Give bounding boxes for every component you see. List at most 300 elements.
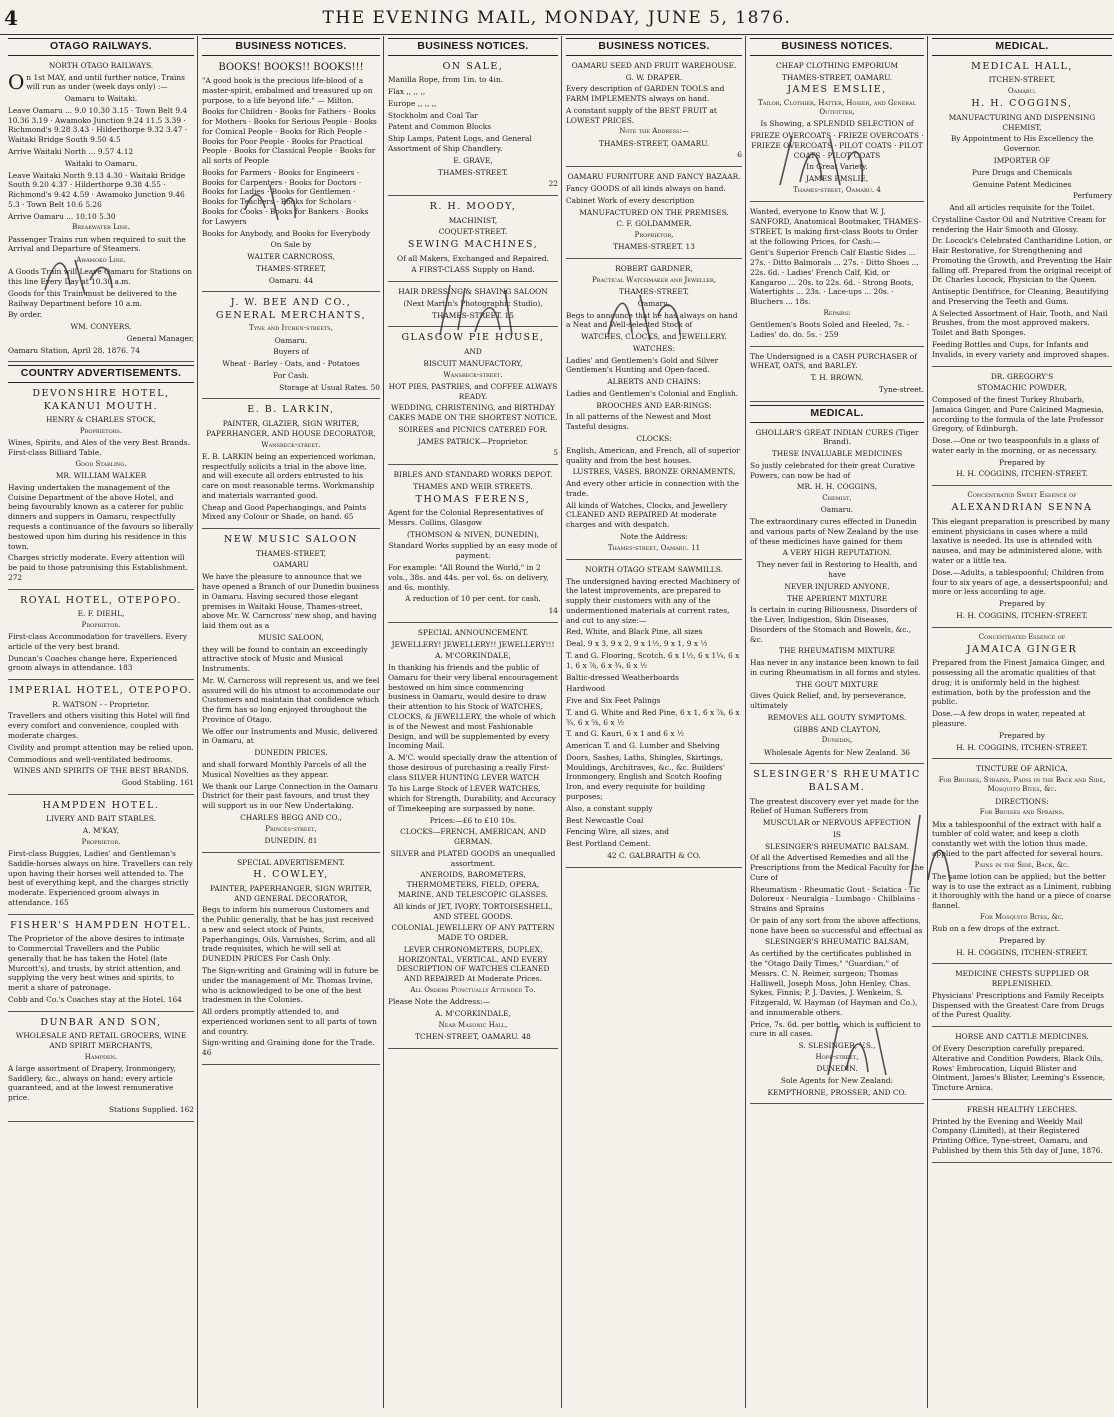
ad-text: Red, White, and Black Pine, all sizes <box>566 627 703 637</box>
ad-text: Gives Quick Relief, and, by perseverance, ultimately <box>750 691 907 711</box>
section-heading: OTAGO RAILWAYS. <box>8 38 194 56</box>
advertisement <box>566 170 742 259</box>
ad-text: Tyne-street. <box>878 384 924 394</box>
ad-text: Good Stabling. <box>75 459 127 468</box>
ad-text: Wines, Spirits, and Ales of the very Best Brands. First-class Billiard Table. <box>8 438 190 458</box>
ad-text: Thames-street, Oamaru. 11 <box>607 543 701 552</box>
ad-text: Good Stabling. 161 <box>121 778 194 788</box>
ad-text: THAMES-STREET, <box>255 548 327 558</box>
ad-text: Oamaru. 44 <box>268 275 314 285</box>
ad-text: On Sale by <box>270 240 312 250</box>
ad-text: T. H. BROWN, <box>810 373 864 383</box>
ad-text: COLONIAL JEWELLERY OF ANY PATTERN MADE TO ORDER. <box>391 923 555 943</box>
ad-text: American T. and G. Lumber and Shelving <box>566 741 720 751</box>
ad-text: Buyers of <box>273 347 309 357</box>
advertisement <box>8 683 194 795</box>
ad-text: Hardwood <box>566 684 606 694</box>
advertisement <box>566 563 742 868</box>
ad-text: THAMES-STREET, <box>255 263 327 273</box>
ad-text: First-class Accommodation for travellers. Every article of the very best brand. <box>8 632 187 651</box>
ad-text: Is Showing, a SPLENDID SELECTION of <box>760 119 914 129</box>
ad-text: Printed by the Evening and Weekly Mail Company (Limited), at their Registered Printing Office, Tyne-street, Oamaru, and Published by them this 5th day of June, 1876. <box>932 1116 1103 1155</box>
ad-text: LEVER CHRONOMETERS, DUPLEX, HORIZONTAL, VERTICAL, AND EVERY DESCRIPTION OF WATCHES CLEANED AND REPAIRED At Moderate Prices. <box>396 944 550 984</box>
ad-text: And all articles requisite for the Toilet. <box>949 203 1095 213</box>
ad-text: (Next Martin's Photographic Studio), <box>403 298 543 308</box>
ad-text: Proprietors. <box>79 427 123 436</box>
ad-text: IS <box>833 829 841 839</box>
ad-text: Duncan's Coaches change here. Experienced groom always in attendance. 183 <box>8 653 178 673</box>
section-heading: BUSINESS NOTICES. <box>566 38 742 56</box>
ad-text: Chemist, <box>822 494 852 503</box>
ad-text: Mix a tablespoonful of the extract with half a tumbler of cold water, and keep a cloth constantly wet with the lotion thus made, applied to the part affected for several hours. <box>932 819 1103 858</box>
ad-heading: NEW MUSIC SALOON <box>224 534 358 546</box>
ad-text: Price, 7s. 6d. per bottle, which is sufficient to cure in all cases. <box>750 1019 921 1039</box>
ad-text: MANUFACTURED ON THE PREMISES. <box>579 207 729 217</box>
ad-text: and shall forward Monthly Parcels of all the Musical Novelties as they appear. <box>202 759 367 779</box>
ad-text: Note the Address: <box>620 531 688 541</box>
ad-text: HOT PIES, PASTRIES, and COFFEE ALWAYS READY. <box>388 381 558 401</box>
advertisement <box>388 199 558 282</box>
ad-text: For Cash. <box>272 370 310 380</box>
ad-heading: BOOKS! BOOKS!! BOOKS!!! <box>218 61 364 73</box>
ad-text: Ladies' and Gentlemen's Gold and Silver Gentlemen's Hunting and Open-faced. <box>566 355 719 375</box>
ad-text: DUNEDIN PRICES. <box>254 748 328 758</box>
advertisement <box>750 767 924 1104</box>
ad-text: WATCHES, CLOCKS, and JEWELLERY. <box>581 332 727 342</box>
ad-text: BIBLES AND STANDARD WORKS DEPOT. <box>393 470 553 480</box>
advertisement <box>750 59 924 202</box>
column-rule <box>561 36 562 1408</box>
ad-text: DUNEDIN. <box>816 1064 858 1074</box>
ad-text: To his Large Stock of LEVER WATCHES, which for Strength, Durability, and Accuracy of Timekeeping are surpassed by none. <box>388 784 556 813</box>
ad-text: JAMES PATRICK—Proprietor. <box>417 436 529 446</box>
advertisement <box>932 59 1112 367</box>
ad-text: The greatest discovery ever yet made for the Relief of Human Sufferers from <box>750 796 919 816</box>
ad-text: T. and G. Kauri, 6 x 1 and 6 x ½ <box>566 729 685 739</box>
ad-text: LIVERY AND BAIT STABLES. <box>46 814 156 824</box>
advertisement <box>932 489 1112 627</box>
ad-text: Please Note the Address:— <box>388 997 490 1007</box>
ad-text: A. M'CORKINDALE, <box>435 651 511 661</box>
advertisement <box>388 285 558 327</box>
ad-text: Practical Watchmaker and Jeweller, <box>591 275 717 284</box>
ad-text: Having undertaken the management of the Cuisine Department of the above Hotel, and being favourably known as a caterer for public dinners and suppers in Oamaru, respectfully requests a continuance of the favours so liberally bestowed upon him during his residence in this town. <box>8 482 194 551</box>
ad-text: H. H. COGGINS, ITCHEN-STREET. <box>956 469 1088 479</box>
ad-text: Gent's Superior French Calf Elastic Sides ... 27s. · Ditto Balmorals ... 27s. · Ditto Shoes ... 22s. 6d. · Ladies' French Calf, Kid, or Kangaroo ... 20s. to 22s. 6d. · Strong Boots, Watertights ... 23s. · Lace-ups ... 20s. · Bluchers ... 18s. <box>750 248 919 307</box>
ad-text: A reduction of 10 per cent. for cash. <box>405 594 541 604</box>
ad-text: Oamaru. <box>1007 87 1037 96</box>
ad-text: Sign-writing and Graining done for the Trade. 46 <box>202 1038 375 1058</box>
advertisement <box>750 205 924 346</box>
ad-text: Antiseptic Dentifrice, for Cleaning, Beautifying and Preserving the Teeth and Gums. <box>932 287 1109 306</box>
ad-text: The extraordinary cures effected in Dunedin and various parts of New Zealand by the use of these medicines have gained for them <box>750 517 919 546</box>
ad-text: Begs to announce that he has always on hand a Neat and Well-selected Stock of <box>566 310 738 330</box>
ad-text: SLESINGER'S RHEUMATIC BALSAM, <box>764 937 910 947</box>
ad-text: As certified by the certificates published in the "Otago Daily Times," "Guardian," of Messrs. C. N. Reimer, surgeon; Thomas Halliwell, Joseph Moss, John Henley, Chas. Sykes, Finnis; P. J. Davies, J. Wenkeim, S. Fitzgerald, W. Hayman (of Hayman and Co.), and innumerable others. <box>750 949 918 1017</box>
ad-text: All Orders Punctually Attended To. <box>410 985 536 994</box>
ad-text: 42 C. GALBRAITH & CO. <box>607 850 701 860</box>
ad-text: Breakwater Line. <box>72 223 130 232</box>
ad-text: COQUET-STREET. <box>438 227 508 237</box>
ad-text: AND <box>464 347 482 356</box>
ad-text: CLOCKS—FRENCH, AMERICAN, AND GERMAN. <box>400 827 546 847</box>
ad-text: Books for Anybody, and Books for Everybody <box>202 228 371 238</box>
ad-heading: ROYAL HOTEL, OTEPOPO. <box>20 594 182 606</box>
ad-text: R. WATSON - - Proprietor. <box>52 699 150 709</box>
ad-text: GIBBS AND CLAYTON, <box>793 724 881 734</box>
ad-text: Hope-street, <box>815 1052 859 1061</box>
ad-text: We thank our Large Connection in the Oamaru District for their past favours, and trust they will support us in our New Undertaking. <box>202 781 378 811</box>
ad-text: JEWELLERY! JEWELLERY!! JEWELLERY!!! <box>391 639 555 649</box>
ad-text: A. M'C. would specially draw the attention of those desirous of purchasing a really First-class SILVER HUNTING LEVER WATCH <box>388 753 558 782</box>
ad-heading: SEWING MACHINES, <box>407 239 539 251</box>
ad-text: A. M'CORKINDALE, <box>435 1008 511 1018</box>
ad-text: NORTH OTAGO RAILWAYS. <box>48 60 154 70</box>
ad-text: A. M'KAY, <box>82 826 120 836</box>
ad-text: Of all Makers, Exchanged and Repaired. <box>397 253 549 263</box>
ad-text: Oamaru to Waitaki. <box>64 94 138 104</box>
ad-text: Concentrated Essence of <box>978 632 1066 641</box>
ad-text: Manilla Rope, from 1in. to 4in. <box>388 75 503 85</box>
ad-text: THAMES-STREET. 13 <box>613 242 695 252</box>
ad-text: WHOLESALE AND RETAIL GROCERS, WINE AND SPIRIT MERCHANTS, <box>15 1031 187 1050</box>
ad-text: THAMES-STREET, <box>618 287 690 297</box>
ad-text: Stations Supplied. 162 <box>108 1104 194 1114</box>
ad-text: JAMES EMSLIE, <box>805 174 869 184</box>
ad-text: Tyne and Itchen-streets, <box>249 324 333 333</box>
ad-text: CLOCKS: <box>636 434 672 443</box>
ad-text: WALTER CARNCROSS, <box>247 252 335 262</box>
ad-text: Repairs: <box>823 308 851 317</box>
advertisement <box>388 59 558 196</box>
ad-text: Civility and prompt attention may be relied upon. <box>8 742 194 752</box>
ad-text: Rub on a few drops of the extract. <box>932 924 1060 934</box>
ad-text: MR. WILLIAM WALKER <box>55 471 147 481</box>
ad-heading: GLASGOW PIE HOUSE, <box>401 332 545 344</box>
ad-text: CHARLES BEGG AND CO., <box>240 812 342 822</box>
ad-text: The Sign-writing and Graining will in future be under the management of Mr. Thomas Irvine, who is acknowledged to be one of the best tradesmen in the Colonies. <box>202 966 379 1005</box>
ad-text: ITCHEN-STREET, <box>988 75 1056 85</box>
section-heading: BUSINESS NOTICES. <box>750 38 924 56</box>
ad-text: Gentlemen's Boots Soled and Heeled, 7s. · Ladies' do. do. 5s. · 259 <box>750 320 909 339</box>
ad-text: Best Newcastle Coal <box>566 815 644 825</box>
ad-text: TINCTURE OF ARNICA, <box>976 764 1068 774</box>
ad-heading: JAMES EMSLIE, <box>787 84 887 96</box>
ad-text: For Bruises, Strains, Pains in the Back and Side, Mosquito Bites, &c. <box>938 776 1106 794</box>
ad-heading: H. COWLEY, <box>253 869 329 881</box>
ad-heading: H. H. COGGINS, <box>971 98 1073 110</box>
ad-text: 22 <box>548 179 558 189</box>
ad-text: MACHINIST, <box>448 215 498 225</box>
ad-text: Genuine Patent Medicines <box>972 179 1072 189</box>
ad-text: Fencing Wire, all sizes, and <box>566 827 669 837</box>
ad-text: SOIREES and PICNICS CATERED FOR. <box>398 424 548 434</box>
advertisement <box>566 59 742 167</box>
ad-text: PAINTER, GLAZIER, SIGN WRITER, PAPERHANGER, AND HOUSE DECORATOR, <box>206 419 376 438</box>
ad-text: For Bruises and Sprains. <box>979 808 1065 817</box>
ad-text: Feeding Bottles and Cups, for Infants and Invalids, in every variety and improved shapes. <box>932 340 1110 359</box>
ad-text: Or pain of any sort from the above affections, none have been so successful and effectual as <box>750 915 923 935</box>
advertisement <box>8 1015 194 1122</box>
ad-text: HAIR DRESSING & SHAVING SALOON <box>398 287 548 297</box>
ad-text: Awamoko Line. <box>76 256 126 265</box>
ad-heading: R. H. MOODY, <box>429 201 517 213</box>
ad-text: THAMES-STREET, OAMARU. <box>598 138 710 148</box>
ad-text: Leave Waitaki North 9.13 4.30 · Waitaki Bridge South 9.20 4.37 · Hilderthorpe 9.38 4.55 · Richmond's 9.42 4.59 · Awamoko Junction 9.46 5.3 · Town Belt 10.6 5.26 <box>8 170 186 209</box>
ad-text: MUSIC SALOON, <box>258 632 324 642</box>
ad-text: A FIRST-CLASS Supply on Hand. <box>411 265 535 275</box>
ad-text: Prices:—£6 to £10 10s. <box>429 815 517 825</box>
ad-text: Has never in any instance been known to fail in curing Rheumatism in all forms and styles. <box>750 658 921 677</box>
ad-text: Leave Oamaru ... 9.0 10.30 3.15 · Town Belt 9.4 10.36 3.19 · Awamoko Junction 9.24 11.5 3.39 · Richmond's 9.28 3.43 · Hilderthorpe 9.32 3.47 · Waitaki Bridge South 9.50 4.5 <box>8 105 188 145</box>
ad-text: Best Portland Cement. <box>566 839 651 849</box>
column-rule <box>383 36 384 1408</box>
ad-heading: E. B. LARKIN, <box>247 404 335 416</box>
column-rule <box>927 36 928 1408</box>
ad-text: MANUFACTURING AND DISPENSING CHEMIST, <box>948 112 1096 132</box>
advertisement <box>388 330 558 465</box>
ad-text: THESE INVALUABLE MEDICINES <box>771 449 903 459</box>
ad-text: Wansbeck-street. <box>261 440 321 449</box>
ad-text: ROBERT GARDNER, <box>615 264 693 274</box>
column-1 <box>8 38 194 1408</box>
ad-heading: DUNBAR AND SON, <box>40 1016 162 1028</box>
ad-text: Passenger Trains run when required to suit the Arrival and Departure of Steamers. <box>8 234 186 254</box>
ad-text: C. F. GOLDAMMER, <box>616 219 692 229</box>
ad-text: MEDICINE CHESTS SUPPLIED OR REPLENISHED. <box>955 969 1089 989</box>
ad-text: Flax ,, ,, ,, <box>388 87 426 97</box>
ad-text: All orders promptly attended to, and experienced workmen sent to all parts of town and country. <box>202 1007 377 1036</box>
ad-text: Near Masonic Hall, <box>438 1020 508 1029</box>
ad-text: SPECIAL ANNOUNCEMENT. <box>417 627 529 637</box>
ad-text: THE RHEUMATISM MIXTURE <box>779 646 895 656</box>
ad-text: And every other article in connection with the trade. <box>566 479 739 498</box>
ad-text: Every description of GARDEN TOOLS and FARM IMPLEMENTS always on hand. <box>566 84 725 104</box>
ad-text: G. W. DRAPER. <box>625 72 683 82</box>
ad-text: Of all the Advertised Remedies and all the Prescriptions from the Medical Faculty for the Cure of <box>750 853 924 882</box>
ad-text: THE APERIENT MIXTURE <box>786 593 888 603</box>
ad-text: Pains in the Side, Back, &c. <box>974 860 1070 869</box>
ad-text: Dr. Locock's Celebrated Cantharidine Lotion, or Hair Restorative, for Strengthening and Promoting the Growth, and Preventing the Hair falling off. Prepared from the original receipt of Dr. Charles Locock, Physician to the Queen. <box>932 236 1112 285</box>
ad-text: DUNEDIN. 81 <box>264 835 318 845</box>
ad-text: H. H. COGGINS, ITCHEN-STREET. <box>956 947 1088 957</box>
ad-text: OAMARU FURNITURE AND FANCY BAZAAR. <box>567 172 741 182</box>
ad-text: Composed of the finest Turkey Rhubarb, Jamaica Ginger, and Pure Calcined Magnesia, according to the formula of the late Professor Gregory, of Edinburgh. <box>932 395 1104 434</box>
advertisement <box>932 370 1112 487</box>
advertisement <box>202 402 380 529</box>
ad-text: Prepared by <box>999 730 1045 740</box>
ad-text: Of Every Description carefully prepared. Alterative and Condition Powders, Black Oils, Rows' Embrocation, Liquid Blister and Ointment, James's Blister, Leeming's Essence, Tincture Arnica. <box>932 1043 1106 1093</box>
ad-text: Prepared by <box>999 599 1045 609</box>
ad-text: WINES AND SPIRITS OF THE BEST BRANDS. <box>13 766 189 776</box>
advertisement <box>932 762 1112 964</box>
page-number: 4 <box>4 6 18 30</box>
ad-text: REMOVES ALL GOUTY SYMPTOMS. <box>767 712 907 722</box>
ad-text: A large assortment of Drapery, Ironmongery, Saddlery, &c., always on hand; every article guaranteed, and at the lowest remunerative price. <box>8 1063 176 1103</box>
ad-text: 5 <box>553 448 558 458</box>
ad-text: T. and G. Flooring, Scotch, 6 x 1½, 6 x 1¼, 6 x 1, 6 x ⅞, 6 x ¾, 6 x ½ <box>566 651 740 670</box>
ad-text: By order. <box>8 310 43 320</box>
section-heading: BUSINESS NOTICES. <box>202 38 380 56</box>
ad-text: All kinds of Watches, Clocks, and Jewellery CLEANED AND REPAIRED At moderate charges and with despatch. <box>566 500 728 530</box>
ad-text: We have the pleasure to announce that we have opened a Branch of our Dunedin business in Oamaru. Having secured those elegant premises in Waitaki House, Thames-street, above Mr. W. Carncross' new shop, and having laid them out as a <box>202 572 379 631</box>
ad-text: Prepared by <box>999 935 1045 945</box>
ad-text: Thames-street, Oamaru. 4 <box>793 185 881 194</box>
ad-text: IMPORTER OF <box>993 155 1051 165</box>
ad-text: All kinds of JET, IVORY, TORTOISESHELL, AND STEEL GOODS. <box>393 901 553 921</box>
ad-text: They never fail in Restoring to Health, and have <box>756 560 918 579</box>
ad-heading: FISHER'S HAMPDEN HOTEL. <box>10 919 192 931</box>
ad-text: SPECIAL ADVERTISEMENT. <box>237 857 345 867</box>
ad-heading: ON SALE, <box>442 60 504 72</box>
ad-heading: MEDICAL HALL, <box>971 60 1073 72</box>
ad-text: So justly celebrated for their great Curative Powers, can now be had of <box>750 460 915 480</box>
advertisement <box>750 426 924 765</box>
ad-text: Books for Farmers · Books for Engineers · Books for Carpenters · Books for Doctors · Books for Ladies · Books for Gentlemen · Books for Teachers · Books for Scholars · Books for Cooks · Books for Bankers · Books for Lawyers <box>202 167 369 226</box>
ad-text: E. B. LARKIN being an experienced workman, respectfully solicits a trial in the above line, and will execute all orders entrusted to his care on most reasonable terms. Workmanship and materials warranted good. <box>202 451 376 500</box>
advertisement <box>566 262 742 560</box>
ad-text: Wheat · Barley · Oats, and · Potatoes <box>222 359 360 369</box>
advertisement <box>8 918 194 1012</box>
ad-text: Wansbeck-street. <box>443 370 503 379</box>
ad-text: FRESH HEALTHY LEECHES. <box>966 1104 1078 1114</box>
ad-text: English, American, and French, all of superior quality and from the best houses. <box>566 445 740 465</box>
ad-text: WATCHES: <box>632 343 676 353</box>
advertisement <box>202 856 380 1065</box>
ad-text: E. F. DIEHL, <box>77 609 125 619</box>
ad-text: NORTH OTAGO STEAM SAWMILLS. <box>585 564 723 574</box>
masthead-title: THE EVENING MAIL, MONDAY, JUNE 5, 1876. <box>322 8 792 28</box>
ad-text: they will be found to contain an exceedingly attractive stock of Music and Musical Instruments. <box>202 644 368 674</box>
advertisement <box>750 350 924 402</box>
ad-text: STOMACHIC POWDER, <box>977 383 1067 393</box>
ad-text: ALBERTS AND CHAINS: <box>607 377 701 387</box>
column-3 <box>388 38 558 1408</box>
ad-text: Cabinet Work of every description <box>566 195 695 205</box>
ad-text: For example: "All Round the World," in 2 vols., 38s. and 44s. per vol. 6s. on delivery, and 6s. monthly. <box>388 563 549 592</box>
ad-text: This elegant preparation is prescribed by many eminent physicians in cases where a mild laxative is needed. Its use is attended with nausea, and may be administered alone, with water or a little tea. <box>932 516 1110 566</box>
ad-text: E. GRAVE, <box>453 155 493 165</box>
ad-text: Oamaru. <box>820 505 854 515</box>
ad-text: The Undersigned is a CASH PURCHASER of WHEAT, OATS, and BARLEY. <box>750 351 917 371</box>
ad-text: Begs to inform his numerous Customers and the Public generally, that he has just received a new and select stock of Paints, Paperhangings, Oils, Varnishes, Scrim, and all trade requisites, which he will sell at DUNEDIN PRICES For Cash Only. <box>202 905 376 964</box>
ad-text: Proprietor. <box>81 837 121 846</box>
ad-text: Sole Agents for New Zealand: <box>780 1075 894 1085</box>
ad-text: Hampden. <box>84 1052 118 1061</box>
ad-text: We offer our Instruments and Music, delivered in Oamaru, at <box>202 726 378 746</box>
ad-heading: IMPERIAL HOTEL, OTEPOPO. <box>9 685 193 697</box>
ad-text: LUSTRES, VASES, BRONZE ORNAMENTS, <box>572 467 736 477</box>
ad-text: PAINTER, PAPERHANGER, SIGN WRITER, AND GENERAL DECORATOR, <box>209 883 372 903</box>
ad-text: WEDDING, CHRISTENING, and BIRTHDAY CAKES MADE ON THE SHORTEST NOTICE. <box>388 403 558 423</box>
ad-text: Rheumatism · Rheumatic Gout · Sciatica · Tic Doloreux · Neuralgia · Lumbago · Chilblains · Strains and Sprains <box>750 884 921 914</box>
ad-text: The Proprietor of the above desires to intimate to Commercial Travellers and the Public generally that he has taken the Hotel (late Murcott's), and trusts, by strict attention, and supplying the very best wines and spirits, to merit a share of patronage. <box>8 934 185 993</box>
ad-text: Also, a constant supply <box>566 803 653 813</box>
ad-text: Wholesale Agents for New Zealand. 36 <box>763 747 910 757</box>
ad-text: In thanking his friends and the public of Oamaru for their very liberal encouragement bestowed on him since commencing business in Oamaru, would desire to draw their attention to his Stock of WATCHES, CLOCKS, & JEWELLERY, the whole of which is of the Newest and most Fashionable Design, and will be supplemented by every Incoming Mail. <box>388 663 558 751</box>
ad-text: Pure Drugs and Chemicals <box>971 167 1073 177</box>
ad-text: A Selected Assortment of Hair, Tooth, and Nail Brushes, from the most approved makers. Toilet and Bath Sponges. <box>932 308 1108 338</box>
ad-text: Physicians' Prescriptions and Family Receipts Dispensed with the Greatest Care from Drugs of the Purest Quality. <box>932 990 1105 1020</box>
ad-text: S. SLESINGER, V.S., <box>798 1041 876 1051</box>
ad-text: THE GOUT MIXTURE <box>795 679 879 689</box>
ad-text: Dose.—One or two teaspoonfuls in a glass of water early in the morning, or as necessary. <box>932 436 1100 455</box>
ad-text: Patent and Common Blocks <box>388 122 492 132</box>
ad-text: A constant supply of the BEST FRUIT at LOWEST PRICES. <box>566 105 717 125</box>
ad-text: 14 <box>548 606 558 616</box>
ad-text: T. and G. White and Red Pine, 6 x 1, 6 x ⅞, 6 x ¾, 6 x ⅝, 6 x ½ <box>566 707 740 727</box>
ad-text: Crystalline Castor Oil and Nutritive Cream for rendering the Hair Smooth and Glossy. <box>932 214 1107 234</box>
ad-heading: DEVONSHIRE HOTEL, KAKANUI MOUTH. <box>32 388 170 412</box>
advertisement <box>202 295 380 399</box>
ad-text: KEMPTHORNE, PROSSER, AND CO. <box>767 1087 907 1097</box>
ad-text: Stockholm and Coal Tar <box>388 110 478 120</box>
ad-heading: THOMAS FERENS, <box>415 493 531 505</box>
ad-text: NEVER INJURED ANYONE. <box>784 581 890 591</box>
ad-text: Fancy GOODS of all kinds always on hand. <box>566 183 726 193</box>
ad-text: GHOLLAR'S GREAT INDIAN CURES (Tiger Brand). <box>755 427 919 447</box>
column-rule <box>745 36 746 1408</box>
ad-text: Arrive Waitaki North ... 9.57 4.12 <box>8 146 134 156</box>
ad-text: In all patterns of the Newest and Most Tasteful designs. <box>566 412 712 432</box>
ad-text: Oamaru. <box>274 335 308 345</box>
ad-text: On 1st MAY, and until further notice, Trains will run as under (week days only) :— <box>8 69 185 94</box>
ad-text: Prepared from the Finest Jamaica Ginger, and possessing all the aromatic qualities of that drug; it is uniformly held in the highest estimation, both by the profession and the public. <box>932 658 1105 707</box>
ad-text: Standard Works supplied by an easy mode of payment. <box>388 541 558 561</box>
section-heading: MEDICAL. <box>932 38 1112 56</box>
column-2 <box>202 38 380 1408</box>
ad-text: H. H. COGGINS, ITCHEN-STREET. <box>956 742 1088 752</box>
ad-text: Note the Address:— <box>619 127 689 136</box>
ad-heading: ALEXANDRIAN SENNA <box>951 502 1093 514</box>
masthead <box>0 0 1114 35</box>
ad-text: THAMES-STREET, OAMARU. <box>781 72 893 82</box>
advertisement <box>388 468 558 623</box>
ad-text: Prepared by <box>999 457 1045 467</box>
ad-text: Books for Children · Books for Fathers · Books for Mothers · Books for Serious People · Books for Comical People · Books for Rich People · Books for Poor People · Books for Practical People · Books for Classical People · Books for all sorts of People <box>202 107 377 166</box>
ad-text: Proprietor. <box>81 620 121 629</box>
column-6 <box>932 38 1112 1408</box>
ad-text: A Goods Train will Leave Oamaru for Stations on this line Every Day at 10.30 a.m. <box>8 267 192 287</box>
ad-text: Ship Lamps, Patent Logs, and General Assortment of Ship Chandlery. <box>388 134 532 153</box>
advertisement <box>388 626 558 1049</box>
ad-heading: JAMAICA GINGER <box>966 643 1078 655</box>
ad-text: ANEROIDS, BAROMETERS, THERMOMETERS, FIELD, OPERA, MARINE, AND TELESCOPIC GLASSES. <box>397 870 549 899</box>
ad-text: Perfumery <box>1072 191 1112 201</box>
ad-text: THAMES-STREET. 15 <box>432 310 514 320</box>
ad-text: Arrive Oamaru ... 10.10 5.30 <box>8 211 116 221</box>
ad-text: MR. H. H. COGGINS, <box>796 482 878 492</box>
ad-text: Proprietor, <box>634 231 674 240</box>
ad-text: Europe ,, ,, ,, <box>388 98 437 108</box>
ad-text: FRIEZE OVERCOATS · FRIEZE OVERCOATS · FRIEZE OVERCOATS · PILOT COATS · PILOT COATS · PILOT COATS <box>750 131 924 160</box>
ad-text: Mr. W. Carncross will represent us, and we feel assured will do his utmost to accommodate our Customers and maintain that confidence which the firm has so long enjoyed throughout the Province of Otago. <box>202 675 380 724</box>
advertisement <box>8 59 194 363</box>
ad-text: Cobb and Co.'s Coaches stay at the Hotel. 164 <box>8 994 182 1004</box>
ad-text: THAMES AND WEIR STREETS. <box>413 481 533 491</box>
section-heading: MEDICAL. <box>750 405 924 423</box>
section-heading: COUNTRY ADVERTISEMENTS. <box>8 365 194 383</box>
ad-text: Five and Six Feet Palings <box>566 696 661 706</box>
ad-text: "A good book is the precious life-blood of a master-spirit, embalmed and treasured up on purpose, to a life beyond life." — Milton. <box>202 76 373 105</box>
ad-text: Ladies and Gentlemen's Colonial and English. <box>566 388 739 398</box>
ad-text: Tailor, Clothier, Hatter, Hosier, and General Outfitter, <box>758 98 916 117</box>
ad-text: Cheap and Good Paperhangings, and Paints Mixed any Colour or Shade, on hand. 65 <box>202 502 367 522</box>
ad-text: Doors, Sashes, Laths, Shingles, Skirtings, Mouldings, Architraves, &c., &c. Builders' Ironmongery, English and Scotch Roofing Iron, and every requisite for building purposes; <box>566 752 725 801</box>
ad-text: Baltic-dressed Weatherboards <box>566 672 679 682</box>
ad-text: SLESINGER'S RHEUMATIC BALSAM. <box>764 841 910 851</box>
ad-text: TCHEN-STREET, OAMARU. 48 <box>415 1031 531 1041</box>
